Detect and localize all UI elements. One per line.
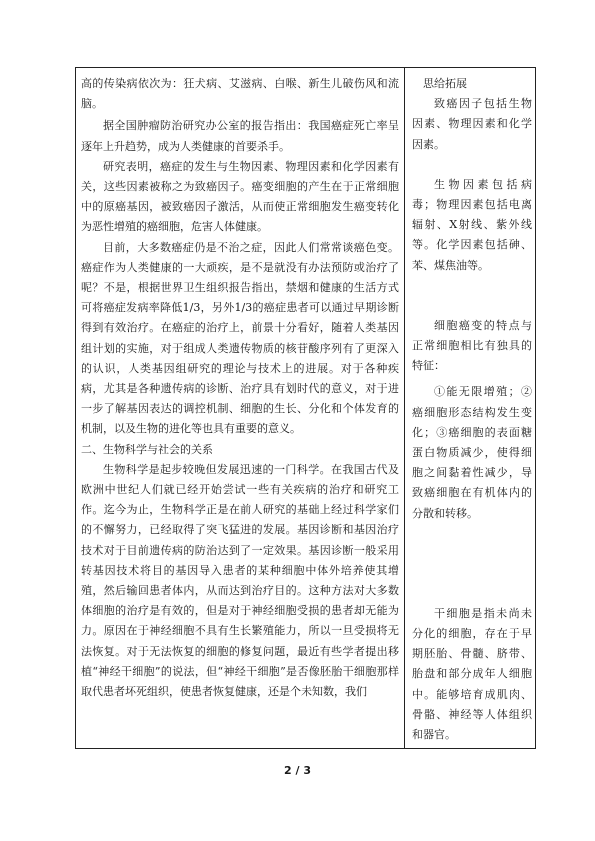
paragraph-cancer-treatment: 目前，大多数癌症仍是不治之症，因此人们常常谈癌色变。癌症作为人类健康的一大顽疾，是不是就没有办法预防或治疗了呢？不是，根据世界卫生组织报告指出，禁烟和健康的生活方式可将癌症发病率降低1/3，另外1/3的癌症患者可以通过早期诊断得到有效治疗。在癌症的治疗上，前景十分看好，随着人类基因组计划的实施，对于组成人类遗传物质的核苷酸序列有了更深入的认识，人类基因组研究的理论与技术上的进展。对于各种疾病，尤其是各种遗传病的诊断、治疗具有划时代的意义，对于进一步了解基因表达的调控机制、细胞的生长、分化和个体发育的机制，以及生物的进化等也具有重要的意义。 <box>81 240 399 436</box>
main-column <box>81 74 399 702</box>
paragraph-biology-science: 生物科学是起步较晚但发展迅速的一门科学。在我国古代及欧洲中世纪人们就已经开始尝试一些有关疾病的治疗和研究工作。迄今为止，生物科学正是在前人研究的基础上经过科学家们的不懈努力，已经取得了突飞猛进的发展。基因诊断和基因治疗技术对于目前遗传病的防治达到了一定效果。基因诊断一般采用转基因技术将目的基因导入患者的某种细胞中体外培养使其增殖，然后输回患者体内，从而达到治疗目的。这种方法对大多数体细胞的治疗是有效的，但是对于神经细胞受损的患者却无能为力。原因在于神经细胞不具有生长繁殖能力，所以一旦受损将无法恢复。对于无法恢复的细胞的修复问题，最近有些学者提出移植“神经干细胞”的说法，但“神经干细胞”是否像胚胎干细胞那样取代患者坏死组织，使患者恢复健康，还是个未知数，我们 <box>81 462 399 699</box>
paragraph-carcinogens: 研究表明，癌症的发生与生物因素、物理因素和化学因素有关，这些因素被称之为致癌因子。癌变细胞的产生在于正常细胞中的原癌基因，被致癌因子激活，从而使正常细胞发生癌变转化为恶性增殖的癌细胞，危害人体健康。 <box>81 159 399 234</box>
side-notes-column <box>412 74 532 745</box>
side-note-cancer-features: ①能无限增殖；②癌细胞形态结构发生变化；③癌细胞的表面糖蛋白物质减少，使得细胞之间黏着性减少，导致癌细胞在有机体内的分散和转移。 <box>412 385 532 520</box>
column-divider <box>404 68 405 748</box>
side-note-carcinogen-examples: 生物因素包括病毒；物理因素包括电离辐射、X射线、紫外线等。化学因素包括砷、苯、煤焦油等。 <box>412 177 532 272</box>
page-number: 2 / 3 <box>284 764 311 777</box>
paragraph-infectious-diseases: 高的传染病依次为：狂犬病、艾滋病、白喉、新生儿破伤风和流脑。 <box>81 77 399 111</box>
paragraph-cancer-report: 据全国肿瘤防治研究办公室的报告指出：我国癌症死亡率呈逐年上升趋势，成为人类健康的首要杀手。 <box>81 119 399 153</box>
side-note-heading: 思给拓展 <box>423 77 467 90</box>
side-note-stem-cells: 干细胞是指未尚未分化的细胞，存在于早期胚胎、骨髓、脐带、胎盘和部分成年人细胞中。能够培育成肌肉、骨骼、神经等人体组织和器官。 <box>412 606 532 742</box>
side-note-carcinogen-types: 致癌因子包括生物因素、物理因素和化学因素。 <box>412 97 532 151</box>
side-note-cancer-features-intro: 细胞癌变的特点与正常细胞相比有独具的特征： <box>412 318 532 373</box>
content-table <box>75 67 536 749</box>
section-heading-biology-society: 二、生物科学与社会的关系 <box>81 442 213 456</box>
